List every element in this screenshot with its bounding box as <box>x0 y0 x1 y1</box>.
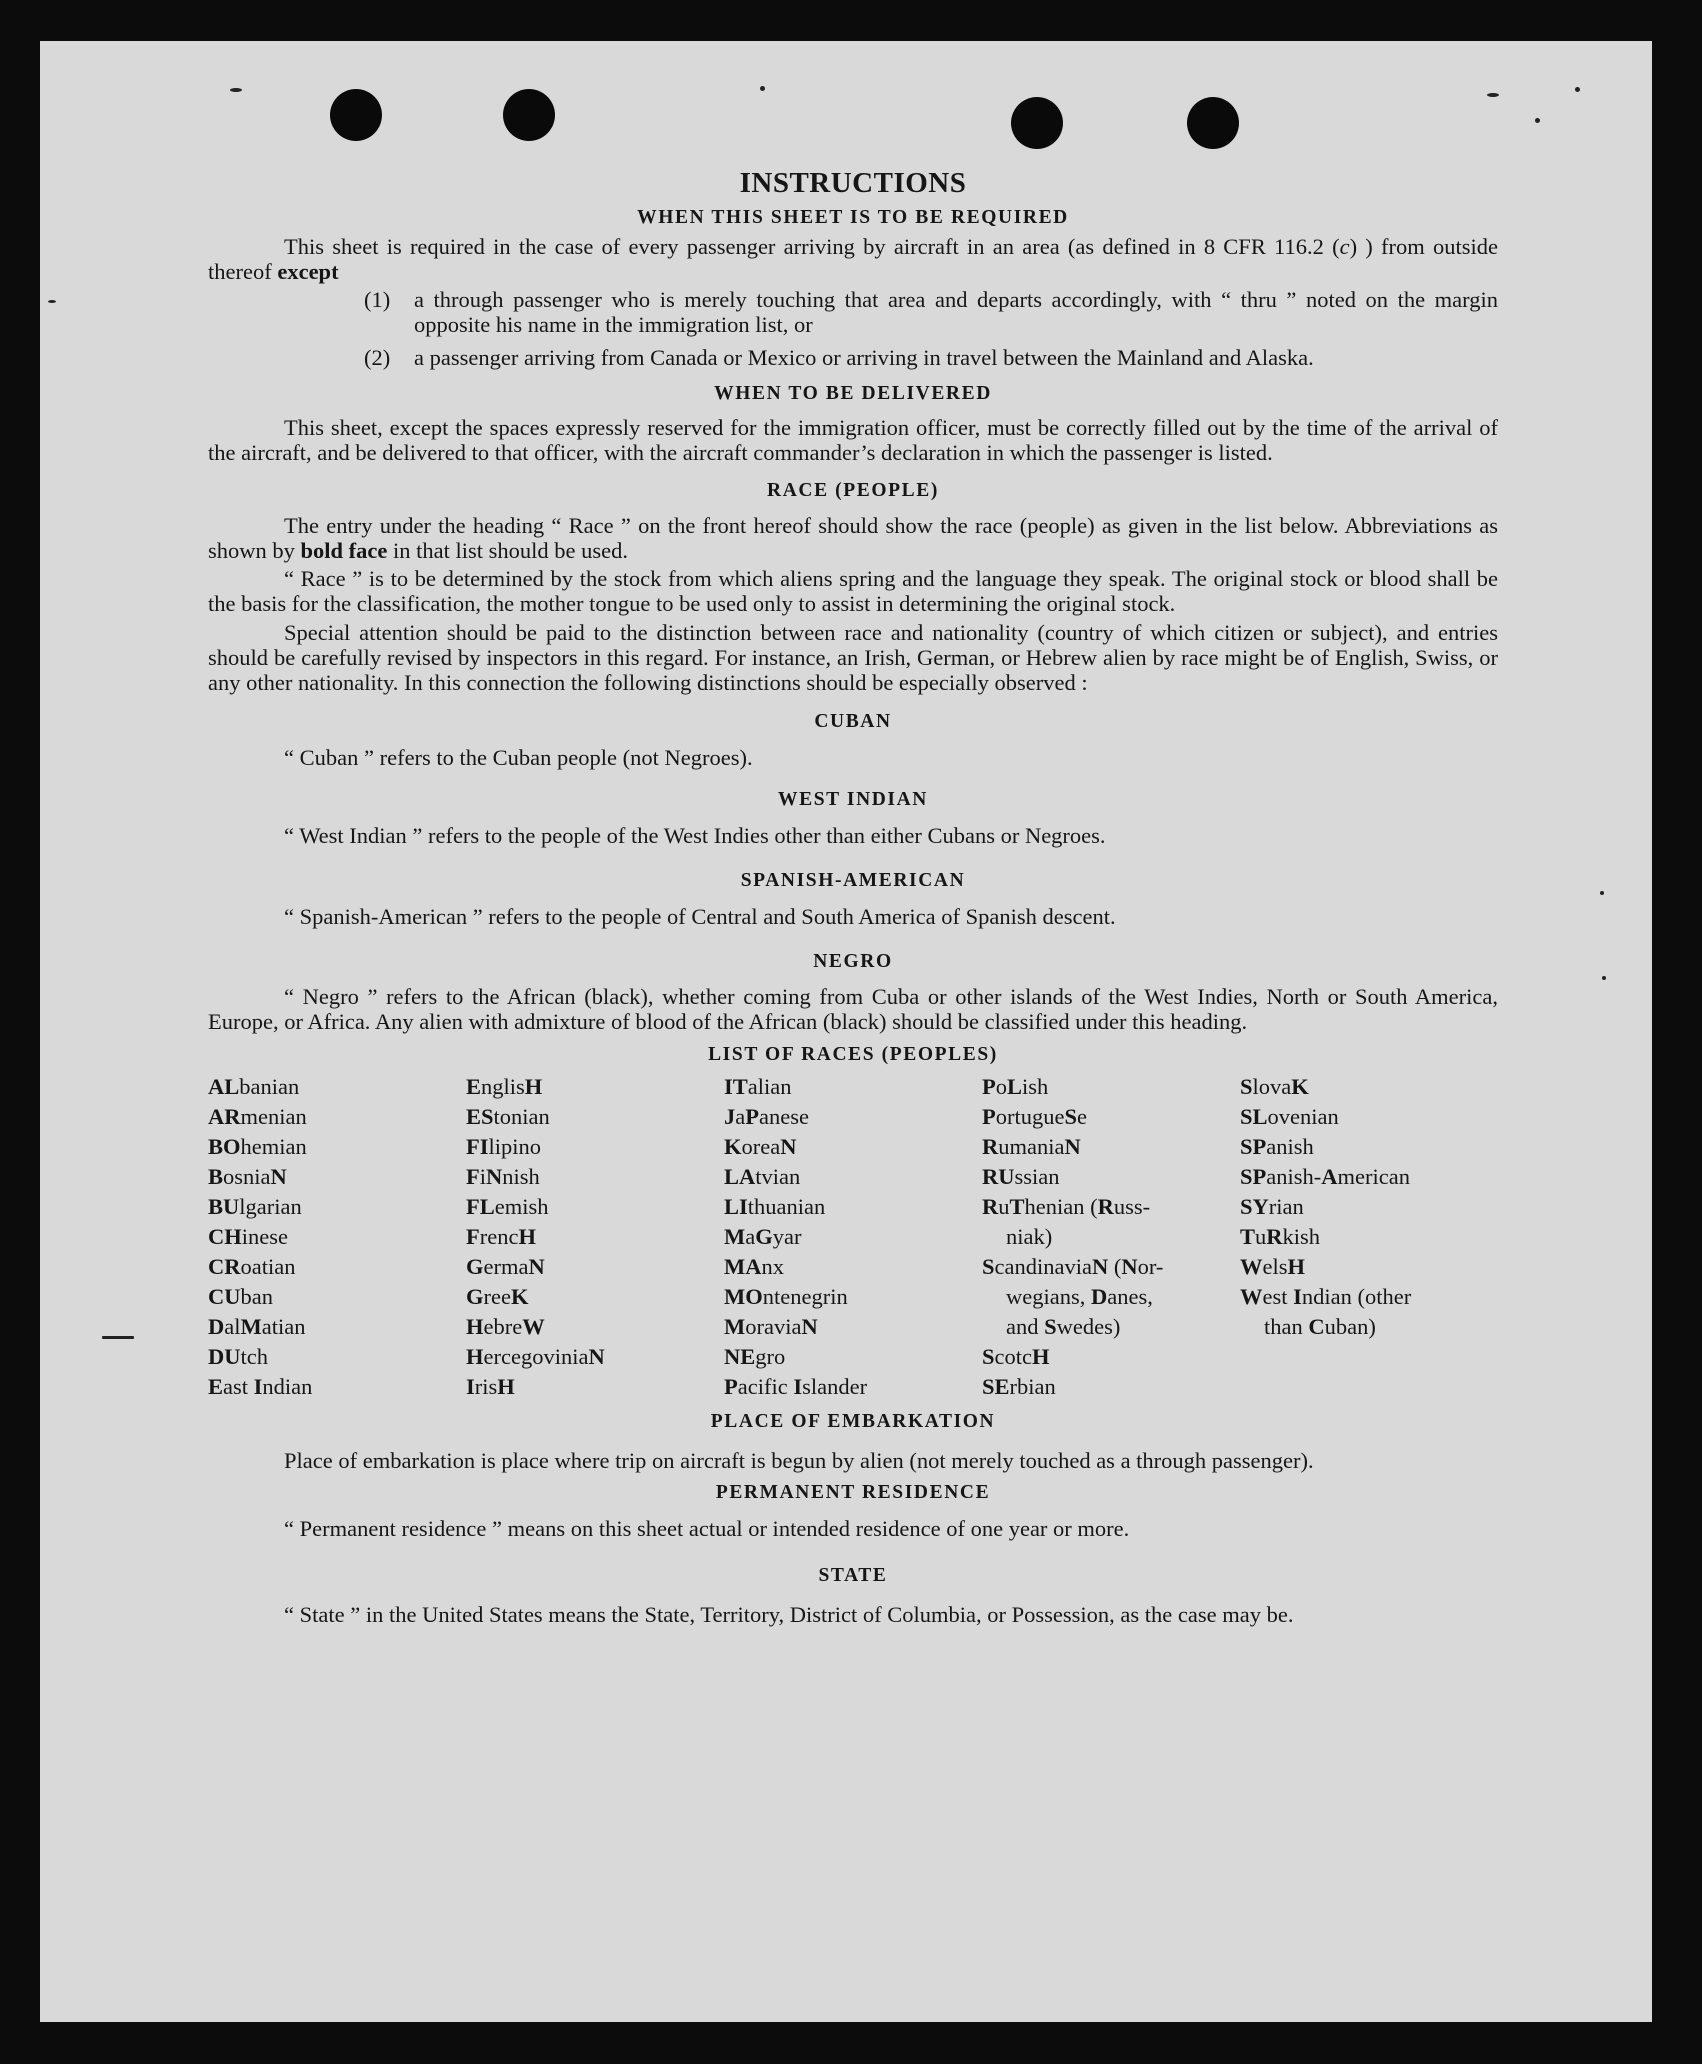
speck <box>760 86 765 91</box>
race-entry: BOhemian <box>208 1134 307 1159</box>
race-entry: CUban <box>208 1284 273 1309</box>
race-entry: NEgro <box>724 1344 786 1369</box>
races-column <box>208 1072 466 1402</box>
heading-negro: NEGRO <box>813 951 893 972</box>
race-entry: MAnx <box>724 1254 784 1279</box>
race-entry: JaPanese <box>724 1104 809 1129</box>
race-entry: WelsH <box>1240 1254 1306 1279</box>
heading-list-of-races: LIST OF RACES (PEOPLES) <box>708 1044 998 1065</box>
races-list <box>208 1072 1498 1402</box>
heading-cuban: CUBAN <box>814 711 892 732</box>
race-paragraph <box>208 513 1498 563</box>
race-entry: Pacific Islander <box>724 1374 868 1399</box>
cuban-paragraph: “ Cuban ” refers to the Cuban people (not Negroes). <box>284 745 753 770</box>
race-entry: ScotcH <box>982 1344 1050 1369</box>
race-entry: ScandinaviaN (Nor- <box>982 1254 1164 1279</box>
speck <box>102 1336 134 1339</box>
races-column <box>1240 1072 1498 1402</box>
race-entry: TuRkish <box>1240 1224 1321 1249</box>
race-entry: SPanish-American <box>1240 1164 1410 1189</box>
races-column <box>724 1072 982 1402</box>
heading-when-delivered: WHEN TO BE DELIVERED <box>714 383 992 404</box>
delivered-paragraph: This sheet, except the spaces expressly reserved for the immigration officer, must be correctly filled out by the time of the arrival of the aircraft, and be delivered to that officer, with the aircraft commander’s declaration in which the passenger is listed. <box>208 415 1498 465</box>
heading-west-indian: WEST INDIAN <box>778 789 928 810</box>
speck <box>48 300 56 303</box>
required-paragraph <box>208 234 1498 284</box>
race-entry: ITalian <box>724 1074 792 1099</box>
race-entry: DalMatian <box>208 1314 306 1339</box>
punch-hole <box>330 89 382 141</box>
race-entry: ALbanian <box>208 1074 300 1099</box>
race-entry: BosniaN <box>208 1164 287 1189</box>
race-entry: CHinese <box>208 1224 288 1249</box>
document-page <box>40 41 1652 2022</box>
race-entry: PoLish <box>982 1074 1049 1099</box>
race-entry: KoreaN <box>724 1134 797 1159</box>
race-entry: RumaniaN <box>982 1134 1081 1159</box>
race-entry: wegians, Danes, <box>1006 1284 1153 1309</box>
speck <box>1535 118 1540 123</box>
embarkation-paragraph: Place of embarkation is place where trip on aircraft is begun by alien (not merely touched as a through passenger). <box>284 1448 1314 1473</box>
race-entry: FiNnish <box>466 1164 540 1189</box>
race-text: in that list should be used. <box>387 538 629 563</box>
west-indian-paragraph: “ West Indian ” refers to the people of the West Indies other than either Cubans or Negroes. <box>284 823 1106 848</box>
speck <box>1487 93 1499 97</box>
speck <box>1602 976 1606 980</box>
races-column <box>982 1072 1240 1402</box>
race-entry: RUssian <box>982 1164 1060 1189</box>
required-text: This sheet is required in the case of every passenger arriving by aircraft in an area (as defined in 8 CFR 116.2 ( <box>284 234 1340 259</box>
race-entry: PortugueSe <box>982 1104 1087 1129</box>
required-text-italic: c <box>1339 234 1350 259</box>
race-entry: HebreW <box>466 1314 545 1339</box>
race-entry: LIthuanian <box>724 1194 826 1219</box>
speck <box>1575 87 1580 92</box>
race-entry: SYrian <box>1240 1194 1304 1219</box>
race-entry: than Cuban) <box>1264 1314 1376 1339</box>
punch-hole <box>1011 97 1063 149</box>
race-entry: SPanish <box>1240 1134 1314 1159</box>
condition-number: (1) <box>364 287 391 312</box>
condition-item <box>364 345 1498 370</box>
heading-permanent-residence: PERMANENT RESIDENCE <box>715 1482 991 1503</box>
required-text: ) ) from outside thereof <box>208 234 1498 284</box>
race-entry: SlovaK <box>1240 1074 1309 1099</box>
race-entry: BUlgarian <box>208 1194 302 1219</box>
condition-item <box>364 287 1498 337</box>
race-entry: SLovenian <box>1240 1104 1339 1129</box>
race-entry: GreeK <box>466 1284 529 1309</box>
residence-paragraph: “ Permanent residence ” means on this sheet actual or intended residence of one year or more. <box>284 1516 1130 1541</box>
race-entry: HercegoviniaN <box>466 1344 605 1369</box>
instructions-content <box>208 167 1498 1630</box>
race-entry: MOntenegrin <box>724 1284 848 1309</box>
race-text: The entry under the heading “ Race ” on the front hereof should show the race (people) as given in the list below. Abbreviations as shown by <box>208 513 1498 563</box>
heading-when-required: WHEN THIS SHEET IS TO BE REQUIRED <box>637 207 1069 228</box>
race-entry: SErbian <box>982 1374 1056 1399</box>
race-entry: and Swedes) <box>1006 1314 1121 1339</box>
spanish-american-paragraph: “ Spanish-American ” refers to the people of Central and South America of Spanish descent. <box>284 904 1116 929</box>
punch-hole <box>1187 97 1239 149</box>
race-paragraph: “ Race ” is to be determined by the stock from which aliens spring and the language they speak. The original stock or blood shall be the basis for the classification, the mother tongue to be used only to assist in determining the original stock. <box>208 566 1498 616</box>
condition-number: (2) <box>364 345 391 370</box>
condition-text: a passenger arriving from Canada or Mexico or arriving in travel between the Mainland and Alaska. <box>414 345 1314 370</box>
race-entry: LAtvian <box>724 1164 801 1189</box>
race-entry: FrencH <box>466 1224 536 1249</box>
race-paragraph: Special attention should be paid to the distinction between race and nationality (country of which citizen or subject), and entries should be carefully revised by inspectors in this regard. For instance, an Irish, German, or Hebrew alien by race might be of English, Swiss, or any other nationality. In this connection the following distinctions should be especially observed : <box>208 620 1498 695</box>
page-title: INSTRUCTIONS <box>739 167 967 199</box>
race-entry: ARmenian <box>208 1104 307 1129</box>
race-text-bold: bold face <box>300 538 388 563</box>
state-paragraph: “ State ” in the United States means the State, Territory, District of Columbia, or Possession, as the case may be. <box>284 1602 1294 1627</box>
speck <box>230 88 242 92</box>
heading-race: RACE (PEOPLE) <box>767 480 939 501</box>
heading-spanish-american: SPANISH-AMERICAN <box>740 870 966 891</box>
heading-embarkation: PLACE OF EMBARKATION <box>710 1411 996 1432</box>
negro-paragraph: “ Negro ” refers to the African (black), whether coming from Cuba or other islands of the West Indies, North or South America, Europe, or Africa. Any alien with admixture of blood of the African (black) should be classified under this heading. <box>208 984 1498 1034</box>
race-entry: RuThenian (Russ- <box>982 1194 1151 1219</box>
required-text-bold: except <box>277 259 339 284</box>
race-entry: CRoatian <box>208 1254 296 1279</box>
punch-hole <box>503 89 555 141</box>
condition-text: a through passenger who is merely touching that area and departs accordingly, with “ thru ” noted on the margin opposite his name in the immigration list, or <box>414 287 1498 337</box>
race-entry: MoraviaN <box>724 1314 818 1339</box>
heading-state: STATE <box>818 1565 888 1586</box>
races-column <box>466 1072 724 1402</box>
race-entry: East Indian <box>208 1374 313 1399</box>
race-entry: DUtch <box>208 1344 268 1369</box>
race-entry: FIlipino <box>466 1134 542 1159</box>
race-entry: IrisH <box>466 1374 515 1399</box>
race-entry: FLemish <box>466 1194 549 1219</box>
race-entry: GermaN <box>466 1254 545 1279</box>
race-entry: MaGyar <box>724 1224 802 1249</box>
race-entry: EStonian <box>466 1104 550 1129</box>
race-entry: niak) <box>1006 1224 1053 1249</box>
race-entry: EnglisH <box>466 1074 543 1099</box>
race-entry: West Indian (other <box>1240 1284 1412 1309</box>
speck <box>1600 891 1604 895</box>
